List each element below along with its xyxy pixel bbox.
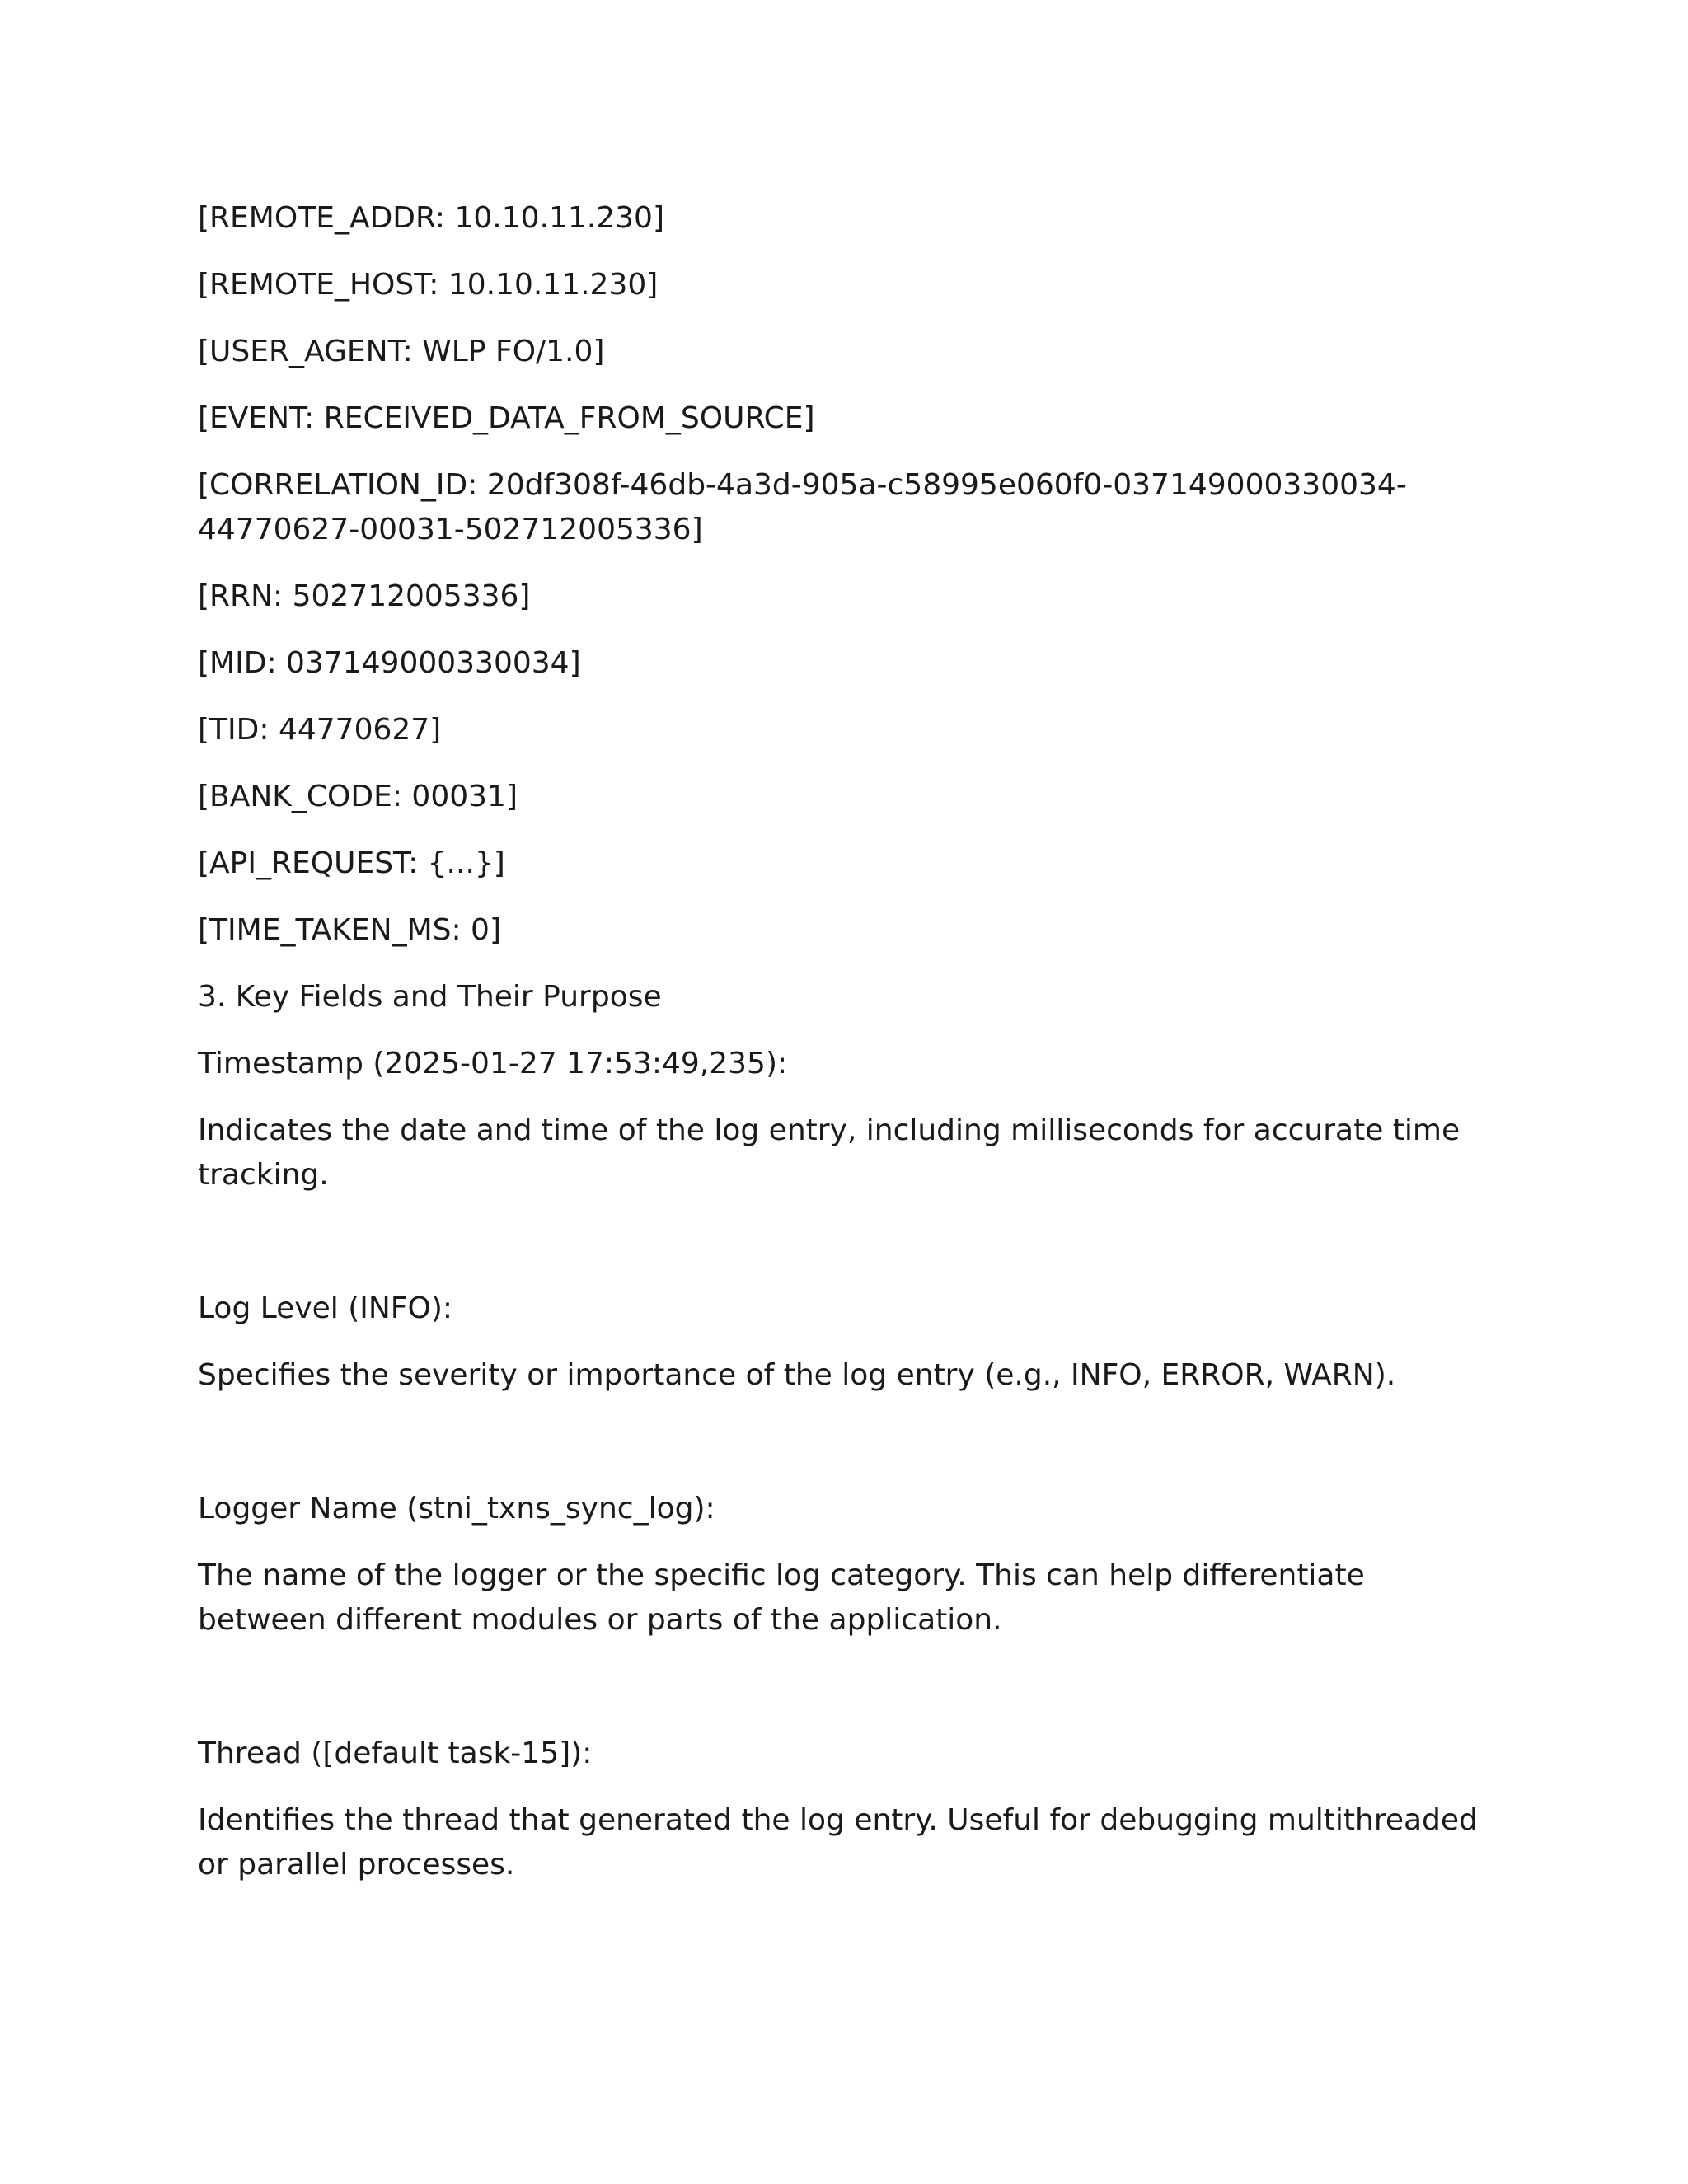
log-field-rrn: [RRN: 502712005336] — [198, 579, 531, 613]
document-page — [198, 196, 1484, 1910]
field-description-log-level: Specifies the severity or importance of the log entry (e.g., INFO, ERROR, WARN). — [198, 1358, 1396, 1392]
field-name-timestamp: Timestamp (2025-01-27 17:53:49,235): — [198, 1047, 788, 1080]
field-description-logger-name: The name of the logger or the specific log category. This can help differentiate between different modules or parts of the application. — [198, 1558, 1365, 1637]
log-field-remote-host: [REMOTE_HOST: 10.10.11.230] — [198, 268, 659, 302]
log-field-mid: [MID: 037149000330034] — [198, 646, 581, 680]
log-field-api-request: [API_REQUEST: {...}] — [198, 846, 505, 880]
field-description-timestamp: Indicates the date and time of the log entry, including milliseconds for accurate time tracking. — [198, 1113, 1461, 1192]
field-name-log-level: Log Level (INFO): — [198, 1291, 453, 1325]
log-field-time-taken: [TIME_TAKEN_MS: 0] — [198, 913, 501, 947]
field-description-thread: Identifies the thread that generated the log entry. Useful for debugging multithreaded or parallel processes. — [198, 1803, 1478, 1882]
spacer — [198, 1220, 1484, 1286]
section-heading: 3. Key Fields and Their Purpose — [198, 980, 662, 1014]
log-field-event: [EVENT: RECEIVED_DATA_FROM_SOURCE] — [198, 401, 815, 435]
field-name-logger-name: Logger Name (stni_txns_sync_log): — [198, 1492, 715, 1526]
log-field-user-agent: [USER_AGENT: WLP FO/1.0] — [198, 335, 605, 368]
log-field-remote-addr: [REMOTE_ADDR: 10.10.11.230] — [198, 201, 664, 235]
log-field-correlation-id: [CORRELATION_ID: 20df308f-46db-4a3d-905a-c58995e060f0-037149000330034-44770627-00031-502712005336] — [198, 468, 1407, 546]
spacer — [198, 1420, 1484, 1487]
spacer — [198, 1665, 1484, 1732]
field-name-thread: Thread ([default task-15]): — [198, 1736, 593, 1770]
log-field-tid: [TID: 44770627] — [198, 713, 442, 747]
log-field-bank-code: [BANK_CODE: 00031] — [198, 780, 518, 813]
